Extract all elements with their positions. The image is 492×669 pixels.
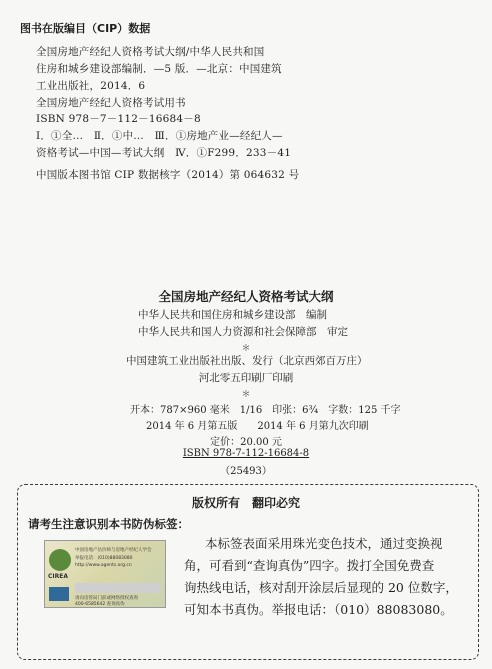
anti-counterfeit-prompt: 请考生注意识别本书防伪标签： [28, 517, 189, 531]
notice-body-line: 角，可看到“查询真伪”四字。拨打全国免费查 [184, 558, 435, 573]
cip-line: 资格考试—中国—考试大纲 Ⅳ．①F299．233－41 [36, 147, 292, 159]
notice-body-line: 本标签表面采用珠光变色技术，通过变换视 [205, 536, 443, 551]
book-isbn: ISBN 978-7-112-16684-8 [182, 448, 310, 459]
label-text: 400-6585642 查询真伪 [75, 602, 125, 607]
cip-line: ISBN 978－7－112－16684－8 [36, 113, 201, 125]
label-text: 举报电话：(010)88083080 [75, 556, 133, 561]
book-title: 全国房地产经纪人资格考试大纲 [158, 289, 334, 304]
label-emblem-icon [49, 587, 69, 601]
separator-star: ＊ [241, 344, 251, 354]
cip-line: 全国房地产经纪人资格考试用书 [36, 97, 186, 109]
label-text: http://www.agents.org.cn [75, 563, 132, 568]
scratch-strip [75, 583, 161, 593]
book-editor: 中华人民共和国住房和城乡建设部 编制 [138, 309, 327, 321]
notice-body-line: 可知本书真伪。举报电话：（010）88083080。 [184, 602, 453, 617]
label-text: 请向房管局门前或网络授权查询 [75, 596, 138, 601]
cip-line: 全国房地产经纪人资格考试大纲/中华人民共和国 [36, 46, 265, 58]
association-logo-icon [49, 549, 71, 571]
notice-body-line: 询热线电话，核对刮开涂层后显现的 20 位数字， [184, 580, 458, 595]
label-logo-text: CIREA [48, 573, 68, 580]
label-text: 中国房地产估价师与房地产经纪人学会 [75, 548, 152, 553]
cip-line: 工业出版社，2014．6 [36, 80, 146, 92]
book-publisher: 中国建筑工业出版社出版、发行（北京西郊百万庄） [126, 355, 368, 367]
book-printer: 河北零五印刷厂印刷 [198, 372, 294, 384]
cip-line: 住房和城乡建设部编制．—5 版．—北京：中国建筑 [36, 63, 282, 75]
cip-heading: 图书在版编目（CIP）数据 [20, 22, 151, 35]
book-format: 开本：787×960 毫米 1/16 印张：6¾ 字数：125 千字 [130, 405, 401, 416]
separator-star: ＊ [241, 390, 251, 400]
cip-line: Ⅰ．①全… Ⅱ．①中… Ⅲ．①房地产业—经纪人— [36, 130, 283, 142]
book-reviewer: 中华人民共和国人力资源和社会保障部 审定 [138, 326, 348, 338]
book-editions: 2014 年 6 月第五版 2014 年 6 月第九次印刷 [146, 421, 369, 432]
copyright-notice: 版权所有 翻印必究 [191, 496, 300, 510]
book-code: （25493） [220, 466, 272, 477]
anti-counterfeit-label-image [44, 540, 166, 608]
book-price: 定价：20.00 元 [210, 437, 282, 448]
cip-record-number: 中国版本图书馆 CIP 数据核字（2014）第 064632 号 [36, 169, 300, 181]
